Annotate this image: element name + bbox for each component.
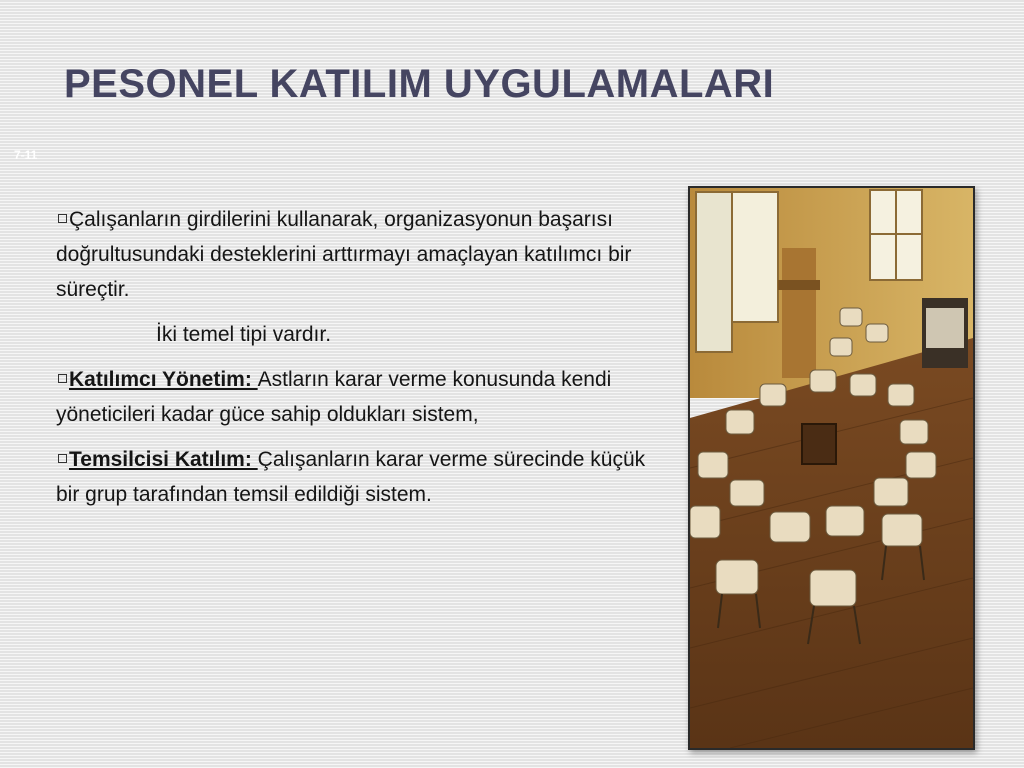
types-text: İki temel tipi vardır. xyxy=(156,323,332,346)
participative-management-term: Katılımcı Yönetim: xyxy=(69,368,258,391)
bullet-icon xyxy=(58,454,67,463)
participative-management-text: Astların karar verme konusunda kendi yöneticileri kadar güce sahip oldukları sistem, xyxy=(56,368,612,426)
classroom-illustration xyxy=(690,188,973,748)
definition-text: Çalışanların girdilerini kullanarak, organizasyonun başarısı doğrultusundaki desteklerini arttırmayı amaçlayan katılımcı bir süreçtir. xyxy=(56,208,632,301)
slide-title: PESONEL KATILIM UYGULAMALARI xyxy=(64,62,775,106)
bullet-icon xyxy=(58,214,67,223)
representative-participation-text: Çalışanların karar verme sürecinde küçük bir grup tarafından temsil edildiği sistem. xyxy=(56,448,646,506)
classroom-chairs-photo xyxy=(688,186,975,750)
paragraph-participative-management xyxy=(56,362,656,432)
slide-body xyxy=(56,202,656,522)
paragraph-definition xyxy=(56,202,656,307)
paragraph-types xyxy=(56,317,656,352)
representative-participation-term: Temsilcisi Katılım: xyxy=(69,448,258,471)
slide-number: 7-11 xyxy=(14,148,38,162)
paragraph-representative-participation xyxy=(56,442,656,512)
bullet-icon xyxy=(58,374,67,383)
